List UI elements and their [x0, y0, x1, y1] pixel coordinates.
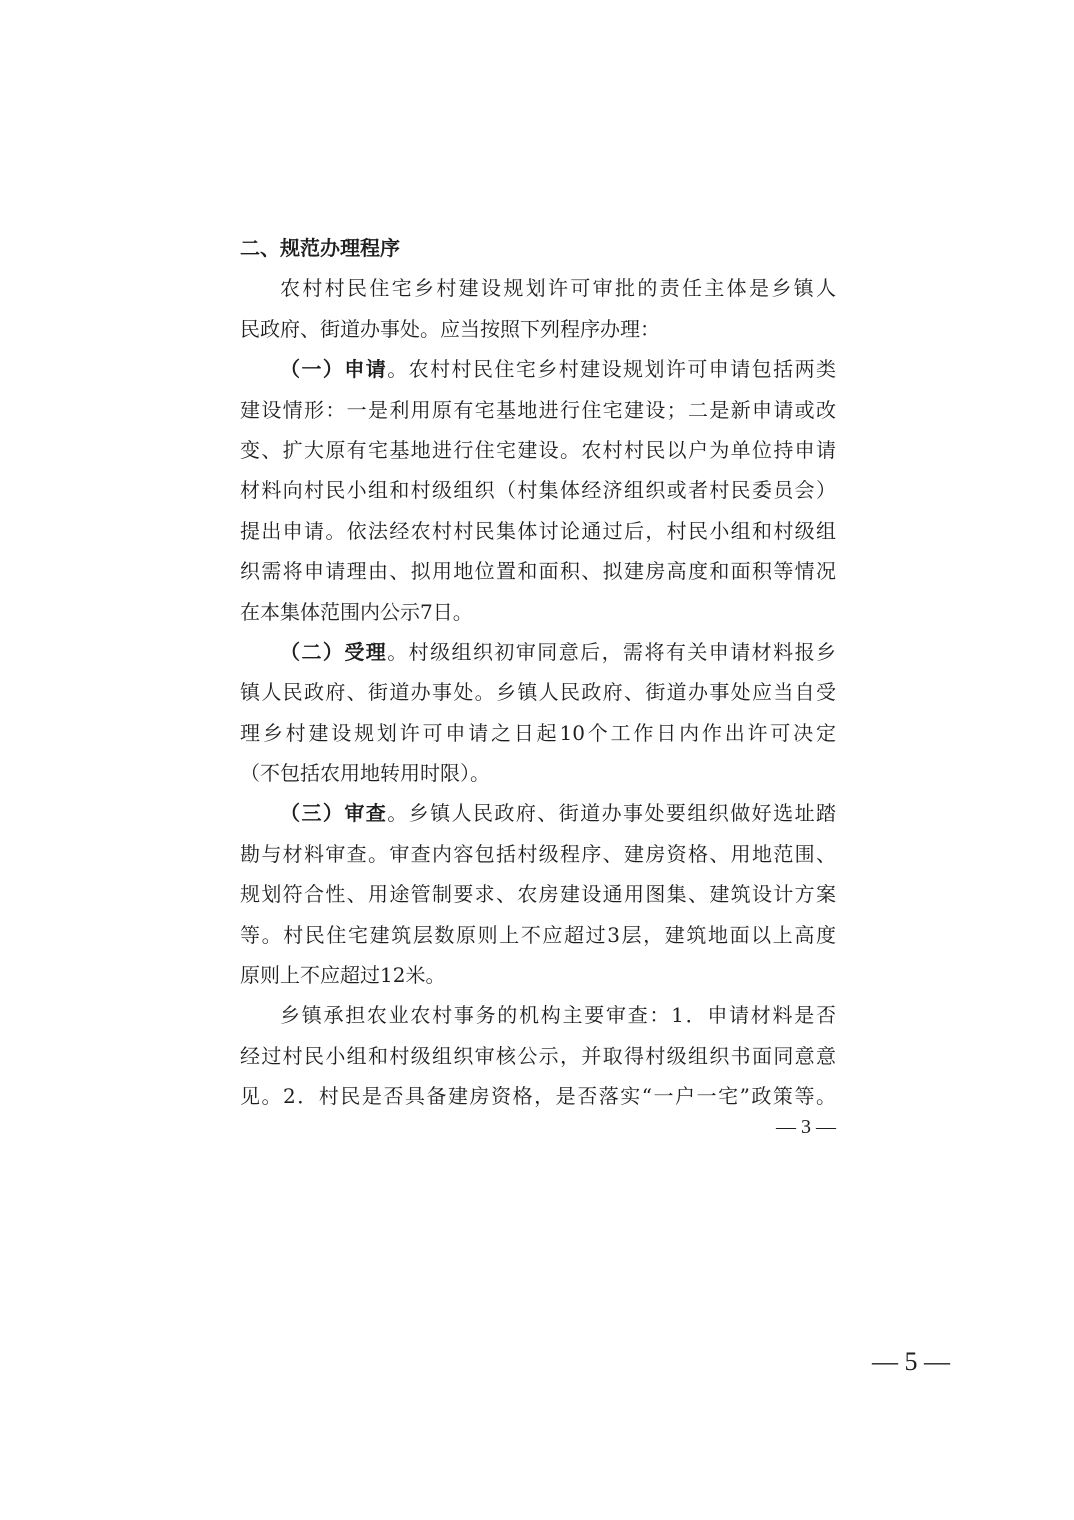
document-body — [240, 228, 836, 1117]
step1-line: 在本集体范围内公示7日。 — [240, 599, 473, 624]
step3-line: 等。村民住宅建筑层数原则上不应超过3层，建筑地面以上高度 — [240, 922, 836, 947]
intro-line: 农村村民住宅乡村建设规划许可审批的责任主体是乡镇人 — [280, 276, 836, 301]
step1-first-line — [240, 349, 836, 389]
review-line: 见。2．村民是否具备建房资格，是否落实“一户一宅”政策等。 — [240, 1084, 836, 1109]
outer-page-number: — 5 — — [872, 1347, 950, 1376]
step2-line: 理乡村建设规划许可申请之日起10个工作日内作出许可决定 — [240, 720, 836, 745]
review-line: 经过村民小组和村级组织审核公示，并取得村级组织书面同意意 — [240, 1043, 836, 1068]
step3-line: 原则上不应超过12米。 — [240, 963, 446, 988]
intro-line: 民政府、街道办事处。应当按照下列程序办理： — [240, 316, 660, 341]
step3-line: 规划符合性、用途管制要求、农房建设通用图集、建筑设计方案 — [240, 882, 836, 907]
review-line: 乡镇承担农业农村事务的机构主要审查：1．申请材料是否 — [280, 1003, 836, 1028]
step1-text: 。农村村民住宅乡村建设规划许可申请包括两类 — [387, 357, 837, 382]
section-heading: 二、规范办理程序 — [240, 236, 400, 260]
step1-line: 材料向村民小组和村级组织（村集体经济组织或者村民委员会） — [240, 478, 836, 503]
step3-first-line — [240, 793, 836, 833]
step3-label: （三）审查 — [280, 801, 388, 826]
step3-line: 勘与材料审查。审查内容包括村级程序、建房资格、用地范围、 — [240, 841, 836, 866]
step2-line: 镇人民政府、街道办事处。乡镇人民政府、街道办事处应当自受 — [240, 680, 836, 705]
step2-text: 。村级组织初审同意后，需将有关申请材料报乡 — [387, 639, 837, 664]
step2-first-line — [240, 632, 836, 672]
step1-label: （一）申请 — [280, 357, 388, 382]
step2-line: （不包括农用地转用时限）。 — [240, 761, 490, 786]
step1-line: 提出申请。依法经农村村民集体讨论通过后，村民小组和村级组 — [240, 518, 836, 543]
inner-page-number: — 3 — — [776, 1116, 836, 1138]
step2-label: （二）受理 — [280, 639, 388, 664]
step1-line: 织需将申请理由、拟用地位置和面积、拟建房高度和面积等情况 — [240, 559, 836, 584]
step1-line: 建设情形：一是利用原有宅基地进行住宅建设；二是新申请或改 — [240, 397, 836, 422]
step3-text: 。乡镇人民政府、街道办事处要组织做好选址踏 — [387, 801, 837, 826]
step1-line: 变、扩大原有宅基地进行住宅建设。农村村民以户为单位持申请 — [240, 437, 836, 462]
